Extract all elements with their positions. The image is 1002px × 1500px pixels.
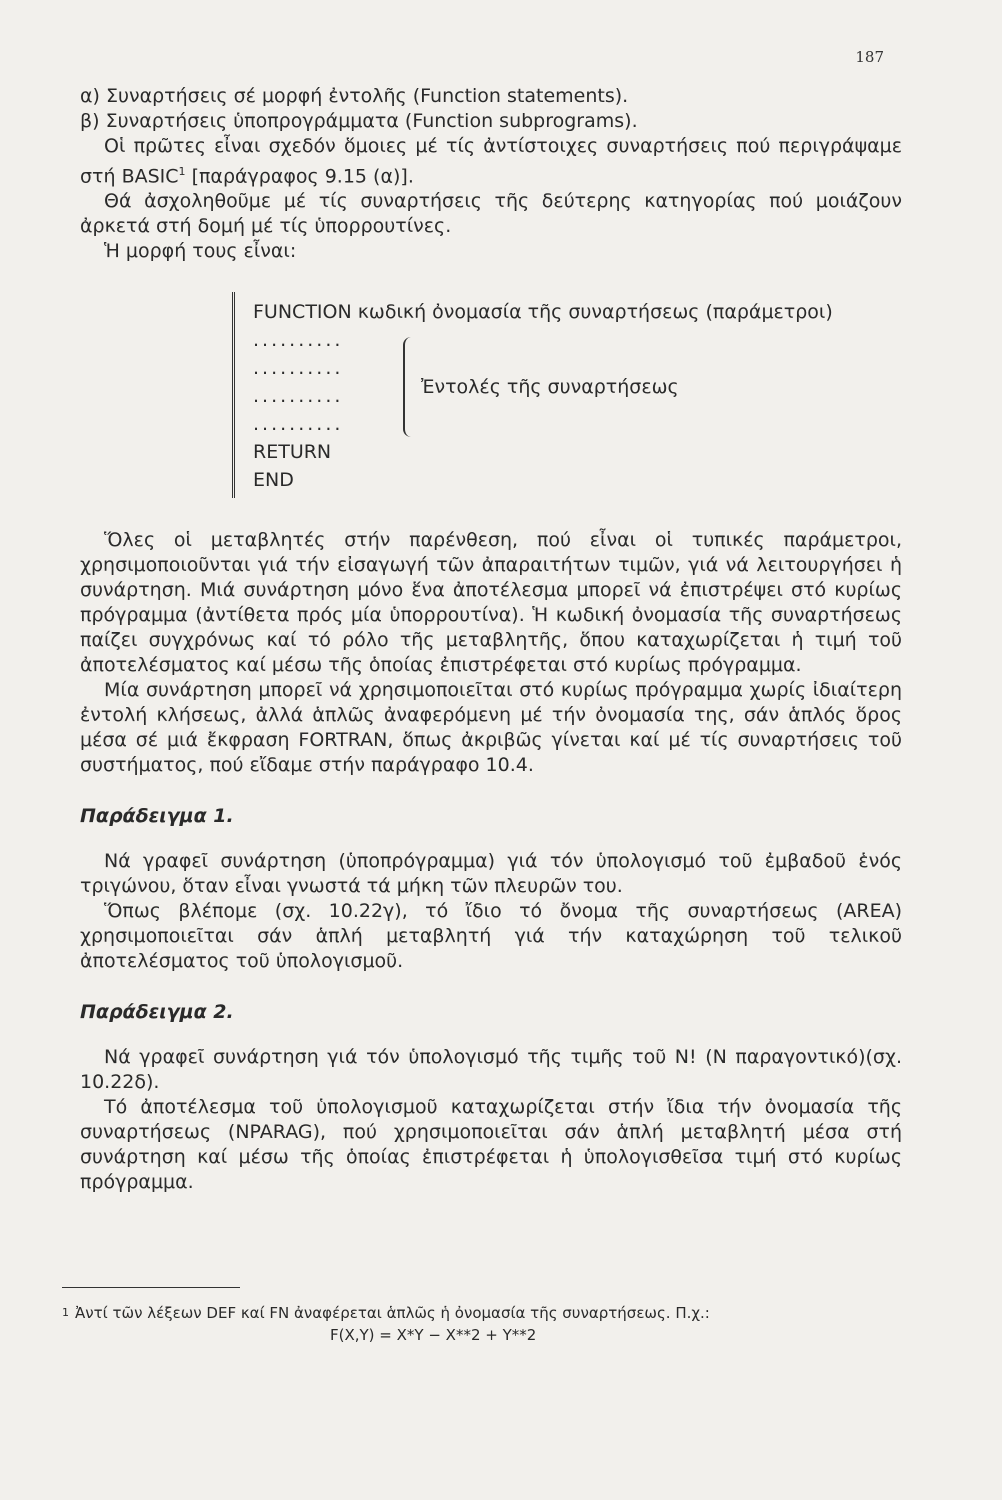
- function-syntax-block: [232, 292, 902, 498]
- intro-paragraph-1: [80, 134, 902, 189]
- syntax-header: FUNCTION κωδική ὀνομασία τῆς συναρτήσεως (παράμετροι): [253, 301, 833, 324]
- footnote-line: [62, 1302, 862, 1324]
- paragraph-b: Μία συνάρτηση μπορεῖ νά χρησιμοποιεῖται στό κυρίως πρόγραμμα χωρίς ἰδιαίτερη ἐντολή κλήσεως, ἀλλά ἁπλῶς ἀναφερόμενη μέ τήν ὀνομασία της, σάν ἁπλός ὅρος μέσα σέ μιά ἔκφραση FORTRAN, ὅπως ἀκριβῶς γίνεται καί μέ τίς συναρτήσεις τοῦ συστήματος, πού εἴδαμε στήν παράγραφο 10.4.: [80, 679, 902, 777]
- syntax-dots-3: ..........: [253, 385, 344, 408]
- footnote-formula: F(X,Y) = X*Y − X**2 + Y**2: [330, 1326, 537, 1344]
- footnote-ref: 1: [178, 165, 186, 178]
- list-item-b: β) Συναρτήσεις ὑποπρογράμματα (Function subprograms).: [80, 110, 638, 132]
- footnote-text: Ἀντί τῶν λέξεων DEF καί FN ἀναφέρεται ἁπλῶς ἡ ὀνομασία τῆς συναρτήσεως. Π.χ.:: [75, 1304, 710, 1322]
- syntax-dots-1: ..........: [253, 329, 344, 352]
- example-1-paragraph-1: Νά γραφεῖ συνάρτηση (ὑποπρόγραμμα) γιά τόν ὑπολογισμό τοῦ ἐμβαδοῦ ἑνός τριγώνου, ὅταν εἶναι γνωστά τά μήκη τῶν πλευρῶν του.: [80, 850, 902, 898]
- paragraph-a: Ὅλες οἱ μεταβλητές στήν παρένθεση, πού εἶναι οἱ τυπικές παράμετροι, χρησιμοποιοῦνται γιά τήν εἰσαγωγή τῶν ἀπαραιτήτων τιμῶν, γιά νά λειτουργήσει ἡ συνάρτηση. Μιά συνάρτηση μόνο ἕνα ἀποτέλεσμα μπορεῖ νά ἐπιστρέψει στό κυρίως πρόγραμμα (ἀντίθετα πρός μία ὑπορρουτίνα). Ἡ κωδική ὀνομασία τῆς συναρτήσεως παίζει συγχρόνως καί τό ρόλο τῆς μεταβλητῆς, ὅπου καταχωρίζεται ἡ τιμή τοῦ ἀποτελέσματος καί μέσω τῆς ὁποίας ἐπιστρέφεται στό κυρίως πρόγραμμα.: [80, 529, 902, 677]
- intro-text: Οἱ πρῶτες εἶναι σχεδόν ὅμοιες μέ τίς ἀντίστοιχες συναρτήσεις πού περιγράψαμε στή BASIC: [80, 135, 902, 188]
- syntax-return: RETURN: [253, 441, 332, 464]
- brace-group: [403, 332, 679, 442]
- list-item-a: α) Συναρτήσεις σέ μορφή ἐντολῆς (Function statements).: [80, 85, 629, 107]
- syntax-end: END: [253, 469, 294, 492]
- intro-text-end: [παράγραφος 9.15 (α)].: [185, 165, 414, 188]
- intro-paragraph-3: Ἡ μορφή τους εἶναι:: [104, 240, 297, 263]
- example-2-paragraph-1: Νά γραφεῖ συνάρτηση γιά τόν ὑπολογισμό τῆς τιμῆς τοῦ N! (N παραγοντικό)(σχ. 10.22δ).: [80, 1046, 902, 1094]
- example-2-paragraph-2: Τό ἀποτέλεσμα τοῦ ὑπολογισμοῦ καταχωρίζεται στήν ἴδια τήν ὀνομασία τῆς συναρτήσεως (NPARAG), πού χρησιμοποιεῖται σάν ἁπλή μεταβλητή μέσα στή συνάρτηση καί μέσω τῆς ὁποίας ἐπιστρέφεται ἡ ὑπολογισθεῖσα τιμή στό κυρίως πρόγραμμα.: [80, 1096, 902, 1194]
- syntax-dots-2: ..........: [253, 357, 344, 380]
- footnote-divider: [62, 1287, 240, 1288]
- brace-label: Ἐντολές τῆς συναρτήσεως: [421, 376, 679, 399]
- intro-paragraph-2: Θά ἀσχοληθοῦμε μέ τίς συναρτήσεις τῆς δεύτερης κατηγορίας πού μοιάζουν ἀρκετά στή δομή μέ τίς ὑπορρουτίνες.: [80, 190, 902, 238]
- syntax-dots-4: ..........: [253, 413, 344, 436]
- curly-brace-icon: [403, 337, 415, 437]
- footnote: [62, 1302, 862, 1346]
- example-1-title: Παράδειγμα 1.: [80, 805, 234, 828]
- page-number: 187: [855, 48, 884, 66]
- footnote-mark: 1: [62, 1306, 69, 1319]
- example-2-title: Παράδειγμα 2.: [80, 1001, 234, 1024]
- page-body: [80, 84, 902, 1195]
- example-1-paragraph-2: Ὅπως βλέπομε (σχ. 10.22γ), τό ἴδιο τό ὄνομα τῆς συναρτήσεως (AREA) χρησιμοποιεῖται σάν ἁπλή μεταβλητή γιά τήν καταχώρηση τοῦ τελικοῦ ἀποτελέσματος τοῦ ὑπολογισμοῦ.: [80, 900, 902, 973]
